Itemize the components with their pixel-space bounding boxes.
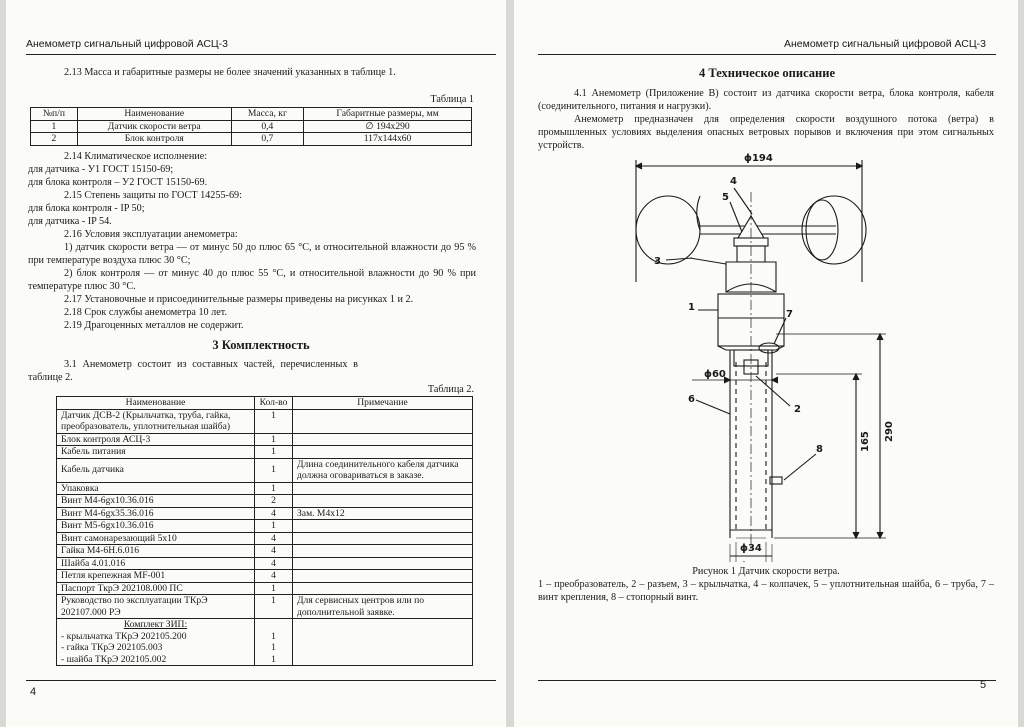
paragraph-2-13: 2.13 Масса и габаритные размеры не более значений указанных в таблице 1.	[64, 67, 396, 78]
zip-count: 1	[271, 653, 276, 665]
table-cell: Датчик скорости ветра	[77, 120, 231, 133]
table-cell: Винт М5-6gx10.36.016	[57, 520, 255, 533]
table-cell: 1	[255, 482, 293, 495]
spec-line: 2) блок контроля — от минус 40 до плюс 55 °С, и относительной влажности до 90 % при температуре плюс 30 °С.	[28, 268, 476, 292]
table-cell: Руководство по эксплуатации ТКрЭ 202107.000 РЭ	[57, 595, 255, 619]
table2-caption: Таблица 2.	[427, 384, 474, 395]
footer-rule	[538, 680, 996, 681]
table-cell	[293, 482, 473, 495]
anemometer-drawing	[626, 152, 906, 562]
table-cell	[255, 619, 293, 666]
spec-line: 2.14 Климатическое исполнение:	[64, 151, 208, 162]
callout-8: 8	[816, 444, 823, 455]
table-cell: Блок контроля АСЦ-3	[57, 433, 255, 446]
running-header: Анемометр сигнальный цифровой АСЦ-3	[26, 38, 229, 50]
table-cell: Кабель датчика	[57, 458, 255, 482]
table-cell: Упаковка	[57, 482, 255, 495]
table-row	[57, 557, 473, 570]
table-cell: 1	[255, 582, 293, 595]
page-number: 5	[980, 679, 987, 691]
spec-line: 2.16 Условия эксплуатации анемометра:	[64, 229, 238, 240]
table-cell: 1	[255, 446, 293, 459]
zip-title: Комплект ЗИП:	[123, 619, 188, 630]
dim-phi60: ϕ60	[704, 369, 726, 380]
table-row	[57, 482, 473, 495]
paragraph-3-1: 3.1 Анемометр состоит из составных частей, перечисленных в таблице 2.	[28, 359, 358, 383]
table-cell	[293, 619, 473, 666]
table-cell: Для сервисных центров или по дополнительной заявке.	[293, 595, 473, 619]
table-header-cell: Масса, кг	[231, 108, 304, 121]
table-cell	[293, 532, 473, 545]
table-cell: 0,4	[231, 120, 304, 133]
paragraph-4-1: 4.1 Анемометр (Приложение В) состоит из датчика скорости ветра, блока контроля, кабеля (соединительного, питания и нагрузки).	[538, 88, 994, 112]
table-header-row	[31, 108, 472, 121]
table-cell: 117x144x60	[304, 133, 472, 146]
table-row	[57, 446, 473, 459]
table-header-cell: Наименование	[77, 108, 231, 121]
spec-line: для датчика - У1 ГОСТ 15150-69;	[28, 164, 174, 175]
table-cell: 0,7	[231, 133, 304, 146]
table-cell: Паспорт ТкрЭ 202108.000 ПС	[57, 582, 255, 595]
table-cell: 1	[255, 458, 293, 482]
callout-3: 3	[654, 256, 661, 267]
table-row	[31, 120, 472, 133]
callout-1: 1	[688, 302, 695, 313]
table-row	[57, 595, 473, 619]
zip-item: - шайба ТКрЭ 202105.002	[61, 653, 167, 665]
zip-item: - гайка ТКрЭ 202105.003	[61, 642, 163, 653]
table-header-cell: №п/п	[31, 108, 78, 121]
table-cell: Шайба 4.01.016	[57, 557, 255, 570]
table-cell: ∅ 194x290	[304, 120, 472, 133]
spec-line: 2.19 Драгоценных металлов не содержит.	[64, 320, 244, 331]
spec-line: для датчика - IP 54.	[28, 216, 112, 227]
spec-line: для блока контроля – У2 ГОСТ 15150-69.	[28, 177, 208, 188]
table-row	[57, 545, 473, 558]
table-row-zip	[57, 619, 473, 666]
spec-line: 1) датчик скорости ветра — от минус 50 до плюс 65 °С, и относительной влажности до 95 % при температуре воздуха плюс 30 °С;	[28, 242, 476, 266]
section-4-title: 4 Техническое описание	[698, 66, 835, 80]
table-cell: 4	[255, 557, 293, 570]
table-header-cell: Габаритные размеры, мм	[304, 108, 472, 121]
table-2	[56, 396, 473, 666]
footer-rule	[26, 680, 496, 681]
figure-legend: 1 – преобразователь, 2 – разъем, 3 – крыльчатка, 4 – колпачек, 5 – уплотнительная шайба, 6 – труба, 7 – винт крепления, 8 – стопорный винт.	[538, 579, 994, 603]
header-rule	[538, 54, 996, 55]
table-row	[57, 582, 473, 595]
table-cell: 2	[255, 495, 293, 508]
spec-line: 2.17 Установочные и присоединительные размеры приведены на рисунках 1 и 2.	[64, 294, 414, 305]
table-row	[57, 458, 473, 482]
figure-caption: Рисунок 1 Датчик скорости ветра.	[692, 566, 840, 577]
spec-list	[28, 150, 476, 332]
table-cell: Петля крепежная MF-001	[57, 570, 255, 583]
table-row	[57, 570, 473, 583]
running-header: Анемометр сигнальный цифровой АСЦ-3	[783, 38, 986, 50]
table-cell	[57, 619, 255, 666]
callout-2: 2	[794, 404, 801, 415]
table-cell: 4	[255, 532, 293, 545]
zip-item: - крыльчатка ТКрЭ 202105.200	[61, 630, 187, 642]
table-1	[30, 107, 472, 146]
table-cell: 4	[255, 545, 293, 558]
table-cell: 1	[255, 595, 293, 619]
table-cell	[293, 520, 473, 533]
dim-phi40	[740, 561, 762, 562]
table-cell: Датчик ДСВ-2 (Крыльчатка, труба, гайка, преобразователь, уплотнительная шайба)	[57, 409, 255, 433]
callout-6: 6	[688, 394, 695, 405]
table-row	[57, 520, 473, 533]
table-row	[57, 495, 473, 508]
table-cell	[293, 570, 473, 583]
table-cell: 1	[255, 520, 293, 533]
table-cell	[293, 557, 473, 570]
table-row	[31, 133, 472, 146]
table-cell	[293, 446, 473, 459]
dim-phi194: ϕ194	[744, 153, 773, 164]
table-row	[57, 433, 473, 446]
spec-line: 2.15 Степень защиты по ГОСТ 14255-69:	[64, 190, 242, 201]
section-3-title: 3 Комплектность	[212, 338, 310, 352]
table-cell: 1	[255, 409, 293, 433]
table-cell: Гайка М4-6Н.6.016	[57, 545, 255, 558]
table-cell	[293, 433, 473, 446]
zip-count: 1	[271, 630, 276, 642]
table-header-row	[57, 397, 473, 410]
table-cell: Винт самонарезающий 5x10	[57, 532, 255, 545]
left-page	[6, 0, 506, 727]
table-row	[57, 532, 473, 545]
paragraph-4-2: Анемометр предназначен для определения скорости воздушного потока (ветра) в промышленных условиях выделения опасных ветровых порывов и включения при этом сигнальных устройств.	[538, 114, 994, 151]
table-cell: Винт М4-6gx35.36.016	[57, 507, 255, 520]
table-row	[57, 507, 473, 520]
table-cell: Винт М4-6gx10.36.016	[57, 495, 255, 508]
table-cell	[293, 409, 473, 433]
callout-5: 5	[722, 192, 729, 203]
spec-line: 2.18 Срок службы анемометра 10 лет.	[64, 307, 228, 318]
callout-4: 4	[730, 176, 737, 187]
table-cell	[293, 495, 473, 508]
table-header-cell: Наименование	[57, 397, 255, 410]
table-cell: 1	[255, 433, 293, 446]
table-cell: Кабель питания	[57, 446, 255, 459]
zip-count: 1	[271, 642, 276, 653]
table-header-cell: Кол-во	[255, 397, 293, 410]
table-row	[57, 409, 473, 433]
table-cell: 2	[31, 133, 78, 146]
dim-phi34: ϕ34	[740, 543, 762, 554]
table-cell: 4	[255, 507, 293, 520]
table-cell: Блок контроля	[77, 133, 231, 146]
table-cell: 4	[255, 570, 293, 583]
table-cell: Длина соединительного кабеля датчика должна оговариваться в заказе.	[293, 458, 473, 482]
dim-165: 165	[860, 431, 871, 452]
table-cell: 1	[31, 120, 78, 133]
spec-line: для блока контроля - IP 50;	[28, 203, 145, 214]
table-header-cell: Примечание	[293, 397, 473, 410]
table1-caption: Таблица 1	[430, 94, 474, 105]
table-cell: Зам. М4x12	[293, 507, 473, 520]
dim-290: 290	[884, 421, 895, 442]
header-rule	[26, 54, 496, 55]
page-number: 4	[30, 686, 37, 698]
right-page	[514, 0, 1018, 727]
callout-7: 7	[786, 309, 793, 320]
table-cell	[293, 545, 473, 558]
table-cell	[293, 582, 473, 595]
